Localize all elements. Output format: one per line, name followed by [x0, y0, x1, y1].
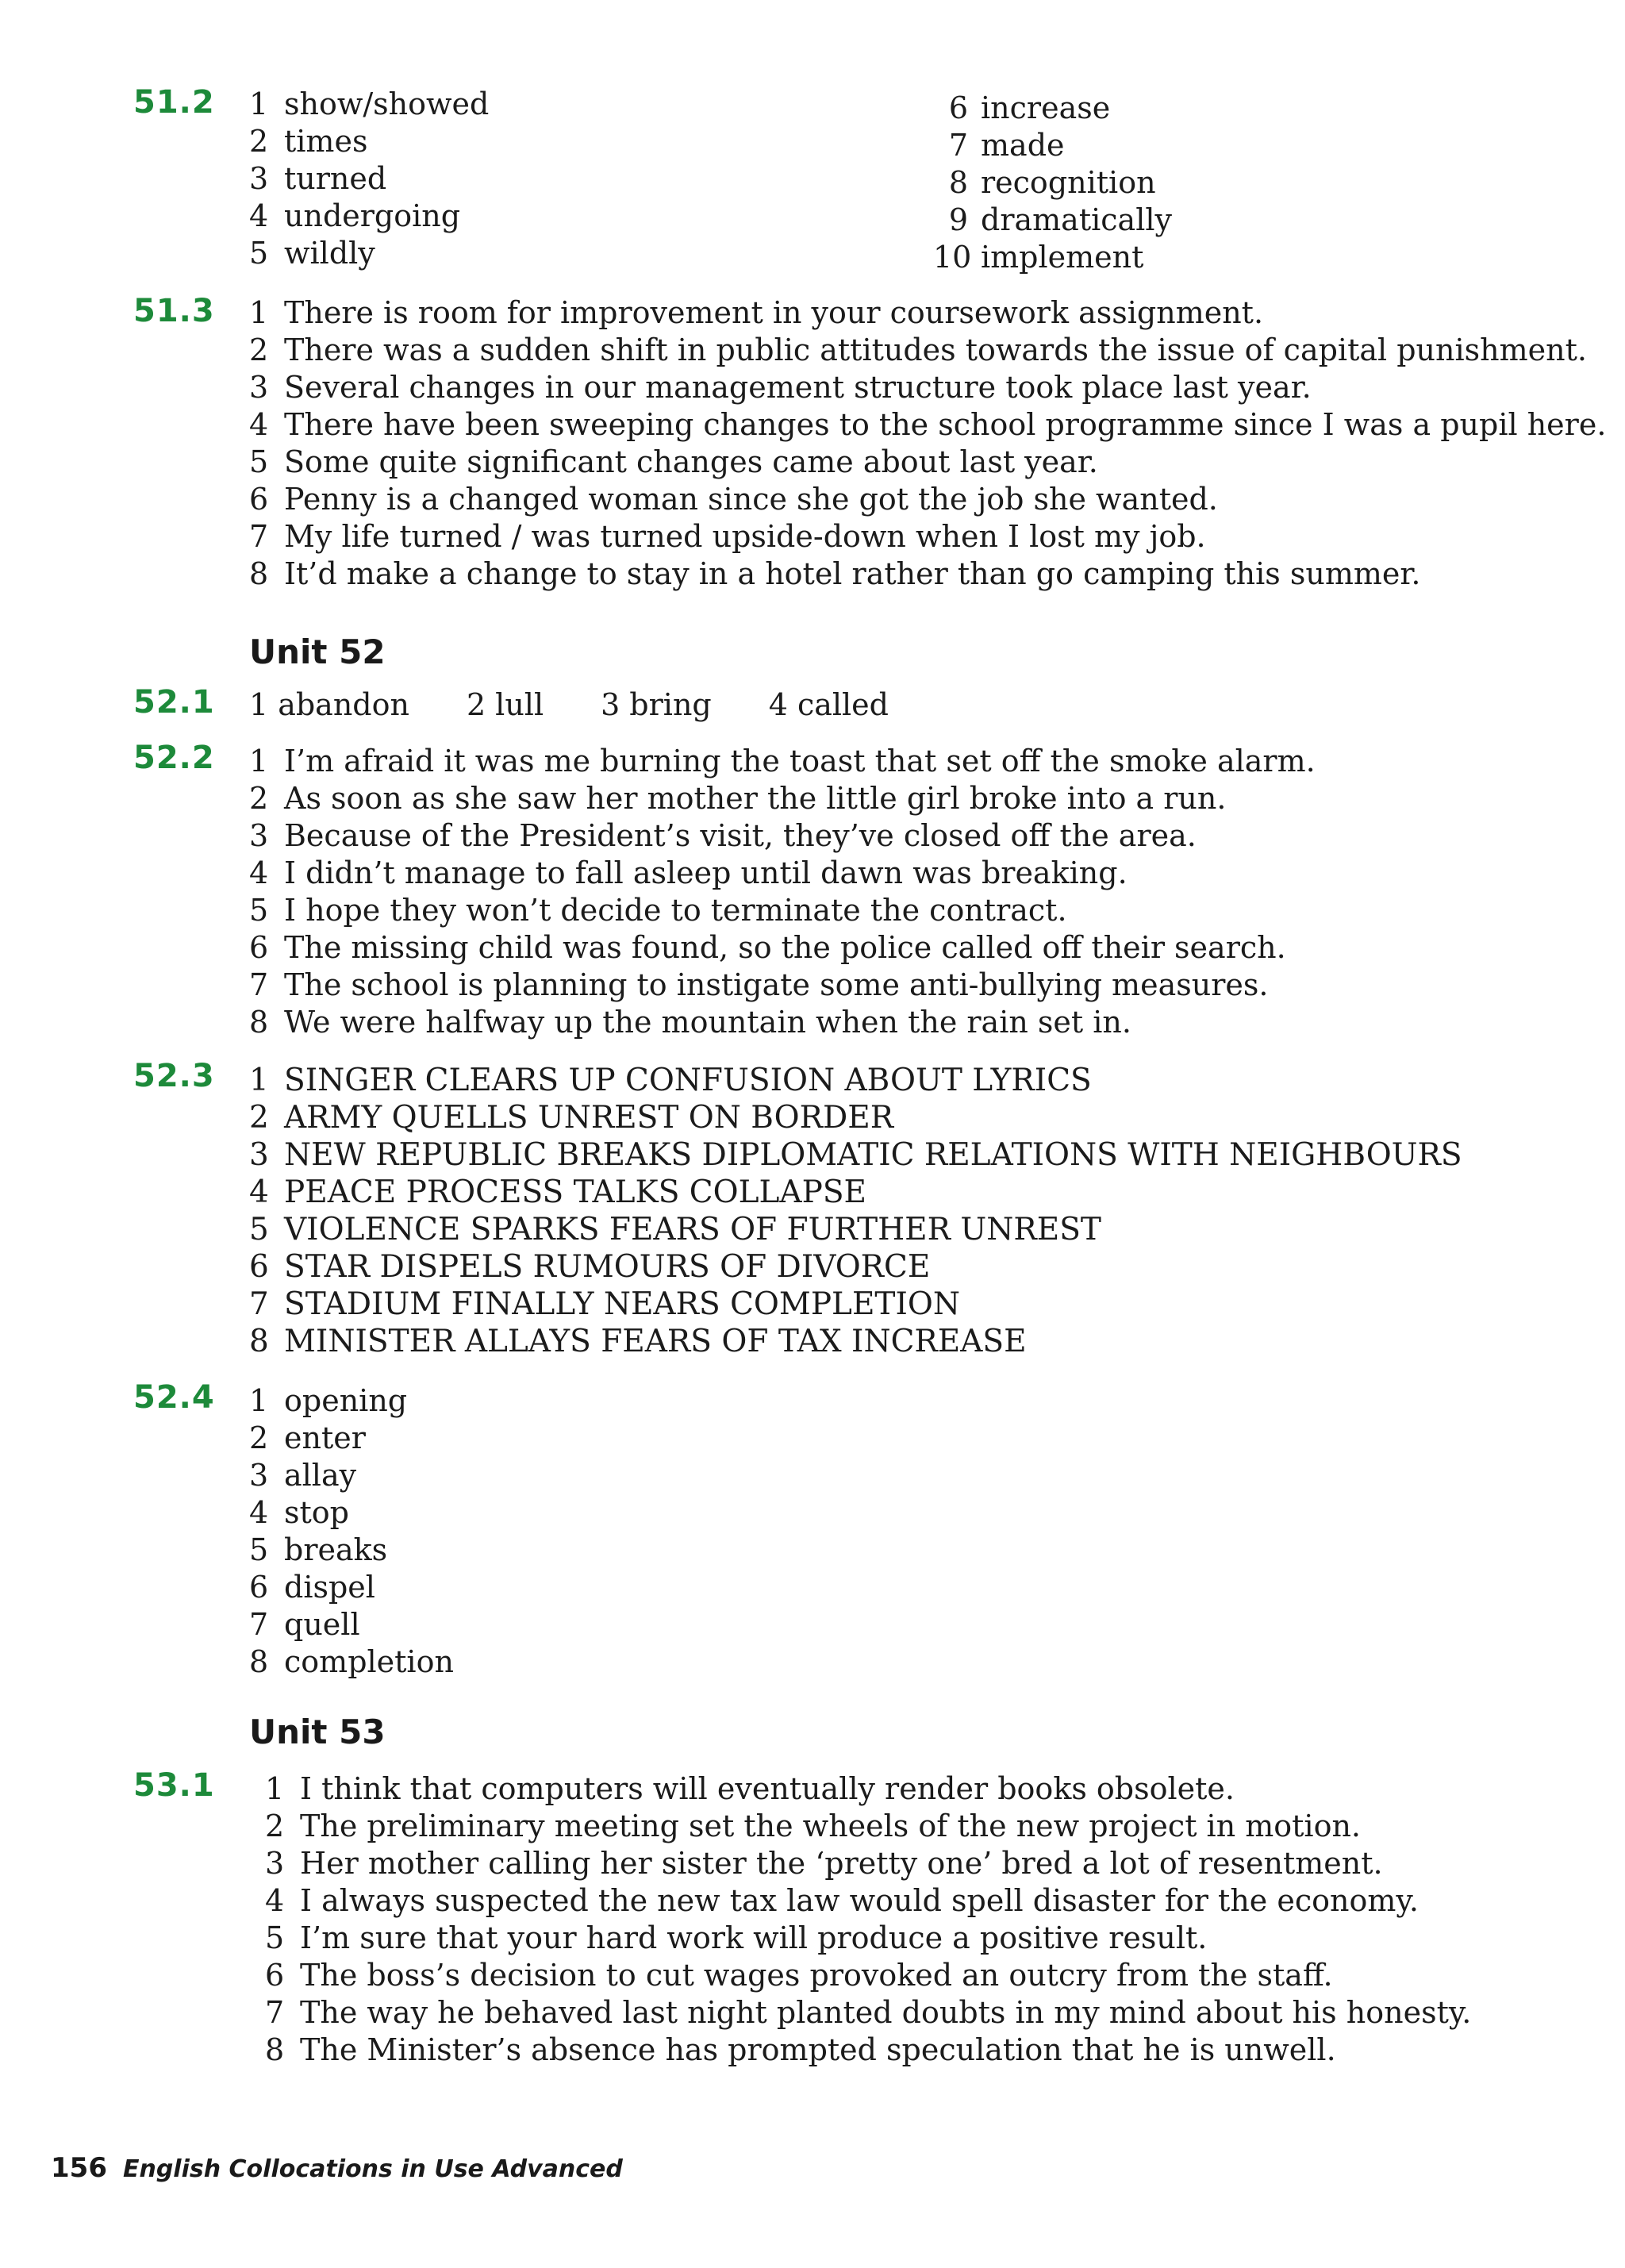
item-number: 1 [249, 86, 269, 121]
unit-heading: Unit 52 [249, 632, 386, 671]
list-item [249, 1174, 867, 1210]
item-text: bring [629, 687, 712, 722]
item-number: 6 [265, 1958, 285, 1993]
item-number: 1 [249, 1383, 269, 1418]
list-item [249, 236, 375, 271]
page-number: 156 [51, 2152, 107, 2184]
item-number: 7 [249, 519, 269, 554]
item-text: stop [284, 1495, 349, 1530]
page-footer [51, 2152, 623, 2184]
item-number: 5 [265, 1920, 285, 1955]
item-text: Several changes in our management structure took place last year. [284, 370, 1312, 405]
item-number: 1 [249, 687, 269, 722]
item-number: 5 [249, 236, 269, 271]
item-text: Penny is a changed woman since she got the job she wanted. [284, 482, 1218, 517]
item-number: 3 [265, 1846, 285, 1881]
list-item [249, 893, 1067, 928]
item-text: NEW REPUBLIC BREAKS DIPLOMATIC RELATIONS WITH NEIGHBOURS [284, 1137, 1462, 1173]
list-item [249, 1644, 454, 1679]
list-item [249, 556, 1421, 591]
item-text: Because of the President’s visit, they’ve closed off the area. [284, 818, 1197, 853]
list-item [249, 1326, 1027, 1357]
list-item [249, 746, 1316, 776]
item-text: The Minister’s absence has prompted speculation that he is unwell. [300, 2032, 1336, 2067]
item-number: 10 [933, 240, 972, 275]
item-number: 4 [768, 687, 788, 722]
list-item [933, 128, 1065, 163]
item-text: called [797, 687, 889, 722]
list-item [249, 1214, 1101, 1245]
item-number: 7 [265, 1995, 285, 2030]
list-item [769, 687, 889, 722]
item-text: recognition [981, 165, 1156, 200]
list-item [249, 335, 1587, 365]
list-item [249, 1383, 408, 1418]
item-number: 6 [249, 482, 269, 517]
exercise-52-1-row [249, 687, 946, 722]
item-text: enter [284, 1420, 366, 1455]
item-text: turned [284, 161, 387, 196]
exercise-number: 53.1 [133, 1767, 215, 1804]
list-item [249, 687, 409, 722]
item-number: 3 [249, 370, 269, 405]
list-item [249, 1420, 366, 1455]
item-text: completion [284, 1644, 454, 1679]
list-item [249, 932, 1286, 963]
list-item [265, 2032, 1336, 2067]
item-number: 8 [948, 165, 968, 200]
list-item [265, 1811, 1361, 1841]
list-item [249, 818, 1197, 853]
item-number: 4 [249, 198, 269, 233]
item-text: lull [495, 687, 544, 722]
item-number: 4 [249, 1174, 269, 1210]
list-item [249, 1458, 357, 1493]
list-item [265, 1846, 1383, 1881]
item-text: abandon [278, 687, 409, 722]
list-item [265, 1997, 1471, 2028]
item-number: 3 [249, 1137, 269, 1173]
item-text: There have been sweeping changes to the school programme since I was a pupil here. [284, 407, 1607, 442]
list-item [249, 781, 1227, 816]
book-title: English Collocations in Use Advanced [122, 2155, 623, 2183]
item-text: Her mother calling her sister the ‘pretty one’ bred a lot of resentment. [300, 1846, 1383, 1881]
list-item [467, 687, 544, 722]
item-number: 8 [249, 1324, 269, 1359]
list-item [249, 855, 1128, 890]
list-item [249, 1532, 388, 1567]
item-text: breaks [284, 1532, 388, 1567]
item-text: I’m sure that your hard work will produce a positive result. [300, 1920, 1208, 1955]
item-text: quell [284, 1607, 360, 1642]
item-text: As soon as she saw her mother the little girl broke into a run. [284, 781, 1227, 816]
item-number: 2 [466, 687, 486, 722]
item-number: 1 [249, 744, 269, 778]
list-item [249, 482, 1218, 517]
item-text: I didn’t manage to fall asleep until dawn was breaking. [284, 855, 1128, 890]
item-number: 3 [249, 1458, 269, 1493]
item-text: ARMY QUELLS UNREST ON BORDER [284, 1100, 894, 1136]
item-number: 6 [249, 1249, 269, 1285]
item-text: increase [981, 90, 1111, 125]
exercise-number: 51.3 [133, 293, 215, 329]
item-number: 6 [948, 90, 968, 125]
item-text: SINGER CLEARS UP CONFUSION ABOUT LYRICS [284, 1063, 1092, 1098]
item-text: Some quite significant changes came about last year. [284, 444, 1098, 479]
list-item [249, 1005, 1131, 1040]
item-text: times [284, 124, 368, 159]
item-number: 5 [249, 893, 269, 928]
item-text: show/showed [284, 86, 490, 121]
exercise-number: 52.4 [133, 1379, 215, 1416]
list-item [265, 1958, 1333, 1993]
item-text: The school is planning to instigate some anti-bullying measures. [284, 967, 1269, 1002]
list-item [249, 409, 1606, 440]
item-text: dramatically [981, 202, 1172, 237]
list-item [933, 240, 1144, 275]
item-number: 5 [249, 1212, 269, 1247]
exercise-number: 52.2 [133, 740, 215, 776]
item-number: 6 [249, 930, 269, 965]
item-text: implement [981, 240, 1144, 275]
item-number: 1 [265, 1771, 285, 1806]
list-item [249, 1286, 960, 1322]
item-text: dispel [284, 1570, 375, 1605]
item-text: I always suspected the new tax law would spell disaster for the economy. [300, 1883, 1419, 1918]
item-number: 4 [249, 407, 269, 442]
list-item [265, 1883, 1419, 1918]
exercise-number: 52.3 [133, 1058, 215, 1094]
list-item [249, 521, 1206, 552]
item-number: 4 [265, 1883, 285, 1918]
list-item [601, 687, 712, 722]
item-text: PEACE PROCESS TALKS COLLAPSE [284, 1174, 867, 1210]
list-item [265, 1771, 1235, 1806]
item-text: STAR DISPELS RUMOURS OF DIVORCE [284, 1249, 931, 1285]
item-number: 2 [249, 1100, 269, 1136]
list-item [933, 167, 1156, 198]
list-item [249, 1249, 931, 1285]
item-text: MINISTER ALLAYS FEARS OF TAX INCREASE [284, 1324, 1027, 1359]
item-number: 2 [249, 1420, 269, 1455]
list-item [249, 967, 1269, 1002]
unit-heading: Unit 53 [249, 1713, 386, 1751]
list-item [249, 1497, 349, 1528]
item-number: 4 [249, 855, 269, 890]
item-text: The preliminary meeting set the wheels of the new project in motion. [300, 1809, 1362, 1843]
item-number: 7 [249, 1286, 269, 1322]
list-item [933, 202, 1172, 237]
item-number: 8 [265, 2032, 285, 2067]
item-text: made [981, 128, 1065, 163]
item-number: 9 [948, 202, 968, 237]
list-item [249, 370, 1312, 405]
list-item [249, 124, 368, 159]
list-item [249, 1570, 375, 1605]
item-text: I think that computers will eventually render books obsolete. [300, 1771, 1235, 1806]
list-item [249, 444, 1098, 479]
list-item [249, 295, 1264, 330]
item-number: 7 [249, 1607, 269, 1642]
item-number: 2 [249, 333, 269, 367]
item-text: We were halfway up the mountain when the rain set in. [284, 1005, 1131, 1040]
item-text: allay [284, 1458, 357, 1493]
item-number: 6 [249, 1570, 269, 1605]
item-text: wildly [284, 236, 375, 271]
item-text: The way he behaved last night planted doubts in my mind about his honesty. [300, 1995, 1472, 2030]
item-number: 4 [249, 1495, 269, 1530]
list-item [249, 1137, 1462, 1173]
item-number: 8 [249, 1644, 269, 1679]
item-number: 5 [249, 444, 269, 479]
item-number: 2 [249, 781, 269, 816]
item-text: VIOLENCE SPARKS FEARS OF FURTHER UNREST [284, 1212, 1101, 1247]
item-number: 3 [249, 818, 269, 853]
item-number: 3 [249, 161, 269, 196]
item-number: 1 [249, 1063, 269, 1098]
item-number: 7 [249, 967, 269, 1002]
list-item [249, 198, 461, 233]
item-text: opening [284, 1383, 408, 1418]
item-number: 8 [249, 556, 269, 591]
item-text: There is room for improvement in your coursework assignment. [284, 295, 1264, 330]
item-text: There was a sudden shift in public attitudes towards the issue of capital punishment. [284, 333, 1587, 367]
item-text: undergoing [284, 198, 461, 233]
item-number: 2 [265, 1809, 285, 1843]
item-text: The boss’s decision to cut wages provoked an outcry from the staff. [300, 1958, 1333, 1993]
list-item [249, 1607, 360, 1642]
item-text: It’d make a change to stay in a hotel rather than go camping this summer. [284, 556, 1421, 591]
item-number: 1 [249, 295, 269, 330]
list-item [249, 86, 490, 121]
list-item [249, 1065, 1092, 1096]
item-number: 8 [249, 1005, 269, 1040]
exercise-number: 52.1 [133, 684, 215, 721]
list-item [249, 1100, 894, 1136]
list-item [933, 90, 1111, 125]
item-text: My life turned / was turned upside-down when I lost my job. [284, 519, 1206, 554]
item-number: 3 [601, 687, 620, 722]
exercise-number: 51.2 [133, 84, 215, 121]
item-text: I hope they won’t decide to terminate the contract. [284, 893, 1067, 928]
item-number: 7 [948, 128, 968, 163]
item-text: STADIUM FINALLY NEARS COMPLETION [284, 1286, 960, 1322]
item-number: 5 [249, 1532, 269, 1567]
item-text: I’m afraid it was me burning the toast that set off the smoke alarm. [284, 744, 1316, 778]
item-text: The missing child was found, so the police called off their search. [284, 930, 1286, 965]
list-item [249, 163, 386, 194]
item-number: 2 [249, 124, 269, 159]
list-item [265, 1920, 1208, 1955]
